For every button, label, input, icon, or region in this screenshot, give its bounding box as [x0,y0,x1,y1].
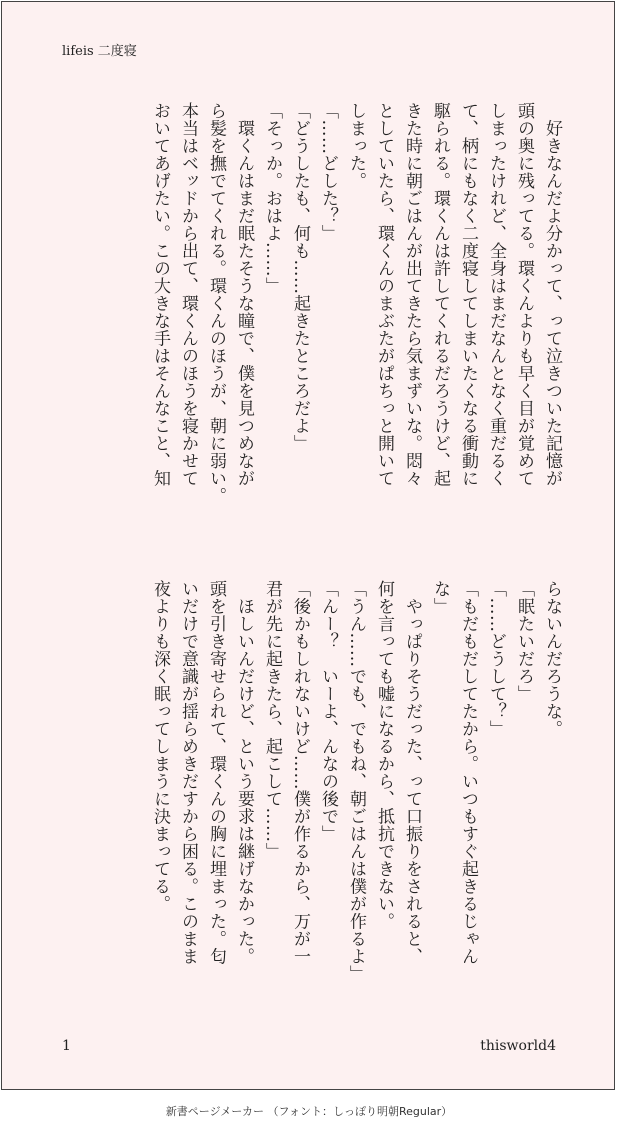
text-line: らないんだろうな。 [542,580,562,738]
text-line: 駆られる。環くんは許してくれるだろうけど、起 [430,102,450,487]
generator-caption: 新書ページメーカー （フォント：しっぽり明朝Regular） [165,1105,453,1118]
text-line: な」 [430,580,450,615]
text-line: おいてあげたい。この大きな手はそんなこと、知 [150,102,170,487]
text-line: 「うん……でも、でもね、朝ごはんは僕が作るよ」 [346,580,366,983]
text-line: 「そっか。おはよ……」 [262,102,282,295]
text-line: 夜よりも深く眠ってしまうに決まってる。 [150,580,170,913]
author-name: thisworld4 [480,1038,556,1054]
text-line: 「んー？ いーよ、んなの後で」 [318,580,338,843]
text-line: きた時に朝ごはんが出てきたら気まずいな。悶々 [402,102,422,487]
text-line: しまったけれど、全身はまだなんとなく重だるく [486,102,506,487]
book-page [1,1,615,1090]
text-line: 環くんはまだ眠たそうな瞳で、僕を見つめなが [234,102,254,487]
page-header-title: lifeis 二度寝 [62,44,137,59]
text-line: やっぱりそうだった、って口振りをされると、 [402,580,422,965]
text-line: 「もだもだしてたから。いつもすぐ起きるじゃん [458,580,478,965]
text-line: いだけで意識が揺らめきだすから困る。このまま [178,580,198,965]
text-line: しまった。 [346,102,366,190]
text-line: 頭の奥に残ってる。環くんよりも早く目が覚めて [514,102,534,487]
text-line: 「……どうして？」 [486,580,506,738]
page-number: 1 [62,1038,71,1054]
text-block-top [146,102,566,522]
text-line: としていたら、環くんのまぶたがぱちっと開いて [374,102,394,487]
text-line: ほしいんだけど、という要求は継げなかった。 [234,580,254,965]
text-line: 頭を引き寄せられて、環くんの胸に埋まった。匂 [206,580,226,965]
text-line: ら髪を撫でてくれる。環くんのほうが、朝に弱い。 [206,102,226,505]
text-line: 何を言っても嘘になるから、抵抗できない。 [374,580,394,930]
text-line: て、柄にもなく二度寝してしまいたくなる衝動に [458,102,478,487]
text-line: 本当はベッドから出て、環くんのほうを寝かせて [178,102,198,487]
text-line: 「どうしたも、何も……起きたところだよ」 [290,102,310,452]
text-line: 君が先に起きたら、起こして……」 [262,580,282,860]
text-line: 「後かもしれないけど……僕が作るから、万が一 [290,580,310,965]
text-line: 「……どした？」 [318,102,338,242]
text-block-bottom [146,580,566,983]
text-line: 「眠たいだろ」 [514,580,534,703]
text-line: 好きなんだよ分かって、って泣きついた記憶が [542,102,562,487]
